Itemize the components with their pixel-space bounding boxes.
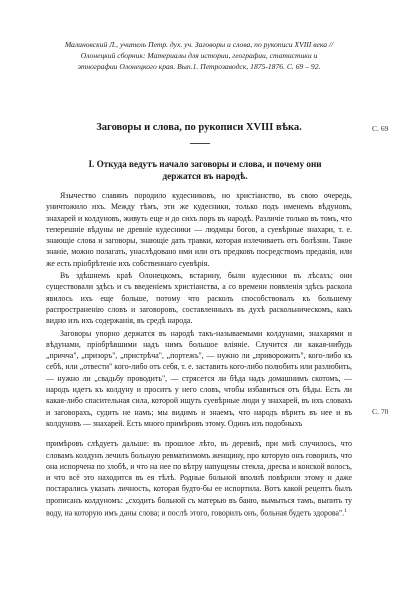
section-heading (60, 158, 350, 182)
footnote-marker[interactable]: 1 (344, 508, 347, 515)
paragraph-1: Язычество славянъ породило кудесниковъ, но христіанство, въ свою очередь, уничтожило ихъ. Между тѣмъ, эти же кудесники, только подъ именемъ вѣдуновъ, знахарей и колдуновъ, живуть еще и до сихъ поръ въ народѣ. Различіе только въ томъ, что теперешніе вѣдуны не древніе кудесники — людмцы богов, а суевѣрные знахари, т. е. знающіе слова и заговоры, знающіе дать травки, которая излечиваеть отъ болѣзни. Такое знаніе, можно полагать, унаслѣдовано ими или отъ предковъ посредствомъ преданія, или же есть пріобрѣтеніе ихъ собственнаго суевѣрія. (46, 191, 352, 268)
paragraph-4-text: примѣровъ слѣдуетъ дальше: въ прошлое лѣто, въ деревнѣ, при мнѣ случилось, что словамъ колдунъ лечилъ больную ревматизмомъ женщину, про которую онъ говорилъ, что она испорчена по злобѣ, и что на нее по вѣтру напущены стекла, дресва и конской волосъ, и что всё это находится въ ея тѣлѣ. Родные больной вполнѣ повѣрили этому и даже постарались указать личность, которая будто-бы ее испортила. Вотъ какой рецептъ былъ прописанъ колдуномъ: „сходить больной съ матерью въ баню, вымыться тамъ, выпить ту воду, на которую имъ даны слова; и послѣ этого, говорилъ онъ, больная будетъ здорова". (46, 439, 352, 518)
section-heading-line-2: держатся въ народѣ. (162, 171, 248, 181)
title-divider (190, 143, 210, 144)
header-line-2: Олонецкий сборник: Материалы для истории, географии, статистики и (80, 51, 318, 60)
paragraph-4 (46, 438, 352, 519)
page-marker-70: С. 70 (372, 407, 389, 416)
header-line-1: Малиновский Л., учитель Петр. дух. уч. Заговоры и слова, по рукописи XVIII века // (64, 40, 334, 49)
page-marker-69: С. 69 (372, 124, 389, 133)
bibliographic-header (46, 39, 352, 72)
document-title: Заговоры и слова, по рукописи XVIII вѣка. (96, 122, 302, 133)
paragraph-3: Заговоры упорно держатся въ народѣ такъ-называемыми колдунами, знахарями и вѣдунами, пріобрѣвшими надъ нимъ большое вліяніе. Случится ли какая-нибудь „причча", „призоръ", „пристрѣча", „портежъ", — нужно ли „приворожить", кого-либо къ себѣ, или „отвести" кого-либо отъ себя, т. е. заставить кого-либо полюбить или разлюбить, — нужно ли „свадьбу проводить", — стрясется ли бѣда надъ домашнимъ скотомъ, — народъ идетъ къ колдуну и проситъ у него словъ, чтобы избавиться отъ бѣды. Есть ли какая-либо спасительная сила, которой ищуть суевѣрные люди у знахарей, въ ихъ словахъ и заговорахъ, судить не намъ; мы видимъ и знаемъ, что народъ вѣритъ въ нее и въ колдуновъ — знахарей. Есть много примѣровъ этому. Одинъ изъ подобныхъ (46, 328, 352, 428)
body-text (46, 190, 352, 519)
header-line-3: этнографии Олонецкого края. Вып.1. Петрозаводск, 1875-1876. С. 69 – 92. (77, 62, 321, 71)
section-heading-line-1: I. Откуда ведутъ начало заговоры и слова, и почему они (88, 159, 322, 169)
page-break-gap (46, 429, 352, 438)
paragraph-2: Въ здѣшнемъ краѣ Олонецкомъ, встарину, были кудесники въ лѣсахъ; они существовали здѣсь и съ введеніемъ христіанства, а со времени появленія здѣсь раскола явилось ихъ еще больше, потому что расколъ способствовалъ къ большему распространенію словъ и заговоровъ, составленныхъ въ духѣ раскольническомъ, какъ видно изъ ихъ содержанія, въ средѣ народа. (46, 271, 352, 326)
